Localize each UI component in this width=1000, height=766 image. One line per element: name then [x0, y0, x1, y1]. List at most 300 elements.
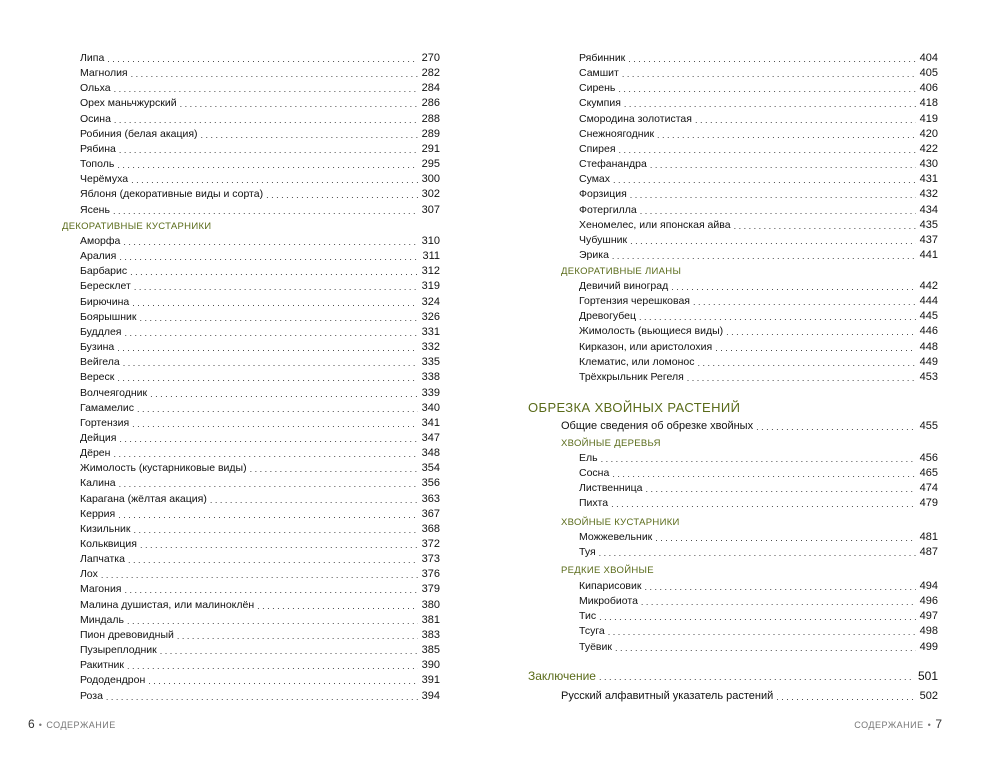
toc-entry-title: Осина — [80, 112, 111, 125]
dot-leader — [127, 661, 418, 672]
toc-entry[interactable] — [579, 593, 938, 608]
toc-entry-page: 340 — [421, 401, 440, 414]
toc-entry-page: 441 — [919, 248, 938, 261]
toc-entry-title: Лиственница — [579, 482, 643, 495]
toc-entry-title: Форзиция — [579, 188, 627, 201]
dot-leader — [123, 358, 418, 369]
toc-entry-title: Общие сведения об обрезке хвойных — [561, 420, 754, 432]
toc-entry[interactable] — [80, 506, 440, 521]
dot-leader — [650, 160, 916, 171]
toc-entry[interactable] — [80, 536, 440, 551]
toc-entry-page: 291 — [421, 142, 440, 155]
toc-entry-page: 456 — [919, 452, 938, 464]
toc-entry[interactable] — [579, 247, 938, 262]
section-heading: ДЕКОРАТИВНЫЕ КУСТАРНИКИ — [62, 221, 212, 232]
dot-leader — [734, 221, 916, 232]
toc-entry[interactable] — [579, 95, 938, 110]
toc-entry-page: 339 — [421, 386, 440, 399]
toc-entry-page: 383 — [421, 628, 440, 641]
toc-entry-title: Бересклет — [80, 280, 131, 293]
dot-leader — [117, 160, 417, 171]
toc-entry[interactable] — [80, 324, 440, 339]
toc-entry-page: 286 — [421, 97, 440, 110]
toc-entry-title: Дейция — [80, 431, 117, 444]
toc-entry[interactable] — [579, 232, 938, 247]
toc-entry[interactable] — [579, 323, 938, 338]
dot-leader — [210, 495, 418, 506]
toc-entry-page: 455 — [919, 420, 938, 432]
dot-leader — [180, 99, 418, 110]
section-heading: ХВОЙНЫЕ КУСТАРНИКИ — [561, 517, 680, 528]
toc-entry-title: Кизильник — [80, 522, 131, 535]
left-footer — [28, 717, 116, 731]
dot-leader — [117, 373, 417, 384]
toc-entry-page: 501 — [917, 669, 938, 683]
toc-entry-title: Тсуга — [579, 625, 605, 638]
dot-leader — [118, 510, 417, 521]
dot-leader — [726, 327, 915, 338]
toc-entry-title: Сирень — [579, 82, 616, 95]
dot-leader — [257, 601, 417, 612]
dot-leader — [150, 389, 418, 400]
toc-entry-page: 405 — [919, 67, 938, 80]
running-head: СОДЕРЖАНИЕ — [46, 720, 116, 730]
toc-entry-page: 347 — [421, 431, 440, 444]
toc-entry-title: Туёвик — [579, 640, 612, 653]
dot-leader — [127, 616, 418, 627]
toc-entry-page: 284 — [421, 82, 440, 95]
dot-leader — [695, 115, 916, 126]
toc-entry[interactable] — [579, 50, 938, 65]
right-page — [500, 0, 1000, 766]
toc-entry-title: Магония — [80, 583, 122, 596]
toc-entry[interactable] — [579, 339, 938, 354]
toc-entry-page: 418 — [919, 97, 938, 110]
toc-entry-title: Волчеягодник — [80, 386, 148, 399]
toc-entry-page: 406 — [919, 82, 938, 95]
chapter-heading: ОБРЕЗКА ХВОЙНЫХ РАСТЕНИЙ — [528, 400, 741, 415]
toc-entry-page: 332 — [421, 341, 440, 354]
toc-entry[interactable] — [80, 385, 440, 400]
toc-entry[interactable] — [579, 278, 938, 293]
dot-leader — [613, 175, 916, 186]
toc-entry-title: Боярышник — [80, 310, 137, 323]
toc-entry[interactable] — [80, 521, 440, 536]
toc-entry[interactable] — [80, 65, 440, 80]
toc-entry-page: 449 — [919, 355, 938, 368]
toc-entry-page: 481 — [919, 531, 938, 543]
dot-leader — [250, 464, 418, 475]
toc-entry-title: Робиния (белая акация) — [80, 127, 198, 140]
toc-entry[interactable] — [579, 308, 938, 323]
toc-entry[interactable] — [80, 80, 440, 95]
toc-entry-page: 341 — [421, 416, 440, 429]
toc-entry[interactable] — [80, 581, 440, 596]
dot-leader — [619, 145, 916, 156]
toc-entry[interactable] — [80, 475, 440, 490]
toc-entry-page: 282 — [421, 67, 440, 80]
toc-entry-title: Миндаль — [80, 613, 124, 626]
toc-entry-page: 422 — [919, 142, 938, 155]
toc-entry-page: 498 — [919, 625, 938, 638]
toc-entry-title: Заключение — [528, 669, 596, 683]
toc-entry-title: Микробиота — [579, 595, 638, 608]
toc-entry-page: 335 — [421, 356, 440, 369]
toc-entry-page: 288 — [421, 112, 440, 125]
toc-entry-page: 434 — [919, 203, 938, 216]
dot-leader — [628, 54, 915, 65]
toc-entry-title: Черёмуха — [80, 173, 129, 186]
dot-leader — [140, 540, 418, 551]
toc-entry-page: 373 — [421, 553, 440, 566]
toc-entry-page: 499 — [919, 640, 938, 653]
section-heading: ХВОЙНЫЕ ДЕРЕВЬЯ — [561, 438, 661, 449]
toc-entry-title: Спирея — [579, 142, 616, 155]
dot-leader — [137, 404, 418, 415]
toc-entry-page: 391 — [421, 674, 440, 687]
toc-entry-title: Аралия — [80, 250, 117, 263]
right-footer — [854, 717, 942, 731]
toc-entry-title: Лапчатка — [80, 553, 125, 566]
toc-entry[interactable] — [579, 202, 938, 217]
toc-entry[interactable] — [80, 294, 440, 309]
running-head: СОДЕРЖАНИЕ — [854, 720, 924, 730]
dot-leader — [119, 252, 418, 263]
toc-entry-page: 368 — [421, 522, 440, 535]
toc-entry[interactable] — [80, 171, 440, 186]
toc-entry[interactable] — [579, 480, 938, 495]
dot-leader — [640, 206, 916, 217]
toc-entry[interactable] — [80, 369, 440, 384]
toc-entry-page: 496 — [919, 595, 938, 608]
dot-leader — [612, 251, 916, 262]
toc-entry-title: Смородина золотистая — [579, 112, 692, 125]
toc-entry[interactable] — [579, 465, 938, 480]
toc-entry[interactable] — [579, 171, 938, 186]
toc-entry-page: 437 — [919, 233, 938, 246]
toc-entry[interactable] — [80, 126, 440, 141]
toc-entry[interactable] — [528, 668, 938, 683]
toc-entry-title: Сумах — [579, 173, 611, 186]
toc-entry-page: 479 — [919, 497, 938, 510]
dot-leader — [132, 419, 418, 430]
section-heading: ДЕКОРАТИВНЫЕ ЛИАНЫ — [561, 266, 682, 277]
toc-entry[interactable] — [80, 141, 440, 156]
toc-entry-title: Карагана (жёлтая акация) — [80, 492, 207, 505]
dot-leader — [124, 328, 417, 339]
left-toc — [62, 0, 440, 710]
toc-entry[interactable] — [80, 627, 440, 642]
toc-entry[interactable] — [80, 156, 440, 171]
toc-entry-page: 324 — [421, 295, 440, 308]
dot-leader — [615, 643, 916, 654]
toc-entry-title: Эрика — [579, 248, 609, 261]
toc-entry[interactable] — [579, 217, 938, 232]
toc-entry[interactable] — [579, 623, 938, 638]
toc-entry-page: 295 — [421, 158, 440, 171]
toc-entry-page: 331 — [421, 325, 440, 338]
toc-entry-page: 307 — [421, 203, 440, 216]
toc-entry[interactable] — [80, 688, 440, 703]
toc-entry-page: 354 — [421, 462, 440, 475]
toc-entry-page: 379 — [421, 583, 440, 596]
dot-leader — [657, 130, 916, 141]
toc-entry-title: Дёрен — [80, 447, 111, 460]
toc-entry-page: 487 — [919, 546, 938, 559]
dot-leader — [119, 434, 417, 445]
toc-entry-page: 465 — [919, 467, 938, 480]
dot-leader — [618, 84, 915, 95]
toc-entry-page: 319 — [421, 280, 440, 293]
toc-entry-title: Пихта — [579, 497, 609, 510]
dot-leader — [630, 190, 916, 201]
dot-leader — [139, 313, 417, 324]
toc-entry[interactable] — [579, 186, 938, 201]
toc-entry[interactable] — [80, 354, 440, 369]
toc-entry-title: Пион древовидный — [80, 628, 174, 641]
toc-entry-title: Девичий виноград — [579, 280, 669, 292]
dot-leader — [132, 298, 417, 309]
toc-entry-page: 446 — [919, 325, 938, 338]
toc-entry[interactable] — [561, 688, 938, 703]
dot-leader — [608, 627, 916, 638]
toc-entry[interactable] — [80, 339, 440, 354]
dot-leader — [630, 236, 916, 247]
toc-entry-title: Трёхкрыльник Регеля — [579, 370, 684, 383]
page-number: 6 — [28, 717, 35, 731]
toc-entry-title: Аморфа — [80, 235, 121, 247]
toc-entry-page: 380 — [421, 598, 440, 611]
toc-entry[interactable] — [579, 354, 938, 369]
toc-entry[interactable] — [579, 529, 938, 544]
toc-entry-title: Пузыреплодник — [80, 644, 157, 657]
toc-entry-page: 431 — [919, 173, 938, 186]
toc-entry[interactable] — [80, 657, 440, 672]
toc-entry-title: Снежноягодник — [579, 127, 655, 140]
toc-entry-title: Тополь — [80, 158, 115, 171]
toc-entry-page: 270 — [421, 52, 440, 64]
toc-entry[interactable] — [579, 80, 938, 95]
toc-entry-page: 372 — [421, 538, 440, 550]
dot-leader — [776, 692, 915, 703]
toc-entry[interactable] — [80, 597, 440, 612]
toc-entry[interactable] — [80, 233, 440, 248]
toc-entry[interactable] — [80, 248, 440, 263]
toc-entry[interactable] — [579, 156, 938, 171]
toc-entry-title: Гамамелис — [80, 401, 134, 414]
toc-entry[interactable] — [80, 491, 440, 506]
dot-leader — [624, 99, 916, 110]
dot-leader — [130, 267, 418, 278]
dot-leader — [101, 570, 418, 581]
toc-entry-title: Рябина — [80, 142, 116, 155]
dot-leader — [715, 343, 915, 354]
toc-entry[interactable] — [80, 566, 440, 581]
toc-entry[interactable] — [579, 111, 938, 126]
toc-entry-title: Самшит — [579, 67, 619, 80]
toc-entry-title: Яблоня (декоративные виды и сорта) — [80, 188, 264, 201]
dot-leader — [611, 499, 916, 510]
toc-entry-title: Вереск — [80, 371, 115, 384]
right-toc — [528, 0, 938, 710]
toc-entry-title: Роза — [80, 689, 103, 702]
footer-bullet: • — [927, 720, 932, 730]
toc-entry-title: Жимолость (вьющиеся виды) — [579, 325, 724, 338]
dot-leader — [599, 612, 916, 623]
dot-leader — [639, 312, 916, 323]
toc-entry[interactable] — [80, 430, 440, 445]
toc-entry-title: Сосна — [579, 467, 610, 480]
toc-entry-title: Кольквиция — [80, 538, 137, 550]
toc-entry-page: 453 — [919, 370, 938, 383]
toc-entry-title: Магнолия — [80, 67, 128, 80]
toc-entry[interactable] — [579, 65, 938, 80]
toc-entry[interactable] — [579, 369, 938, 384]
dot-leader — [599, 672, 914, 683]
toc-entry-title: Керрия — [80, 507, 116, 520]
toc-entry-page: 326 — [421, 310, 440, 323]
toc-entry-page: 390 — [421, 659, 440, 672]
toc-entry-title: Калина — [80, 477, 116, 490]
toc-entry-title: Клематис, или ломонос — [579, 355, 695, 368]
toc-entry-page: 381 — [421, 613, 440, 626]
dot-leader — [131, 69, 418, 80]
toc-entry[interactable] — [80, 445, 440, 460]
dot-leader — [612, 469, 915, 480]
toc-entry-page: 376 — [421, 568, 440, 581]
toc-entry-page: 445 — [919, 310, 938, 323]
toc-entry-title: Барбарис — [80, 265, 128, 278]
toc-entry-title: Гортензия — [80, 416, 130, 429]
toc-entry[interactable] — [80, 202, 440, 217]
toc-entry-title: Ольха — [80, 82, 111, 95]
toc-entry[interactable] — [80, 95, 440, 110]
toc-entry-title: Ясень — [80, 203, 110, 216]
dot-leader — [601, 454, 916, 465]
dot-leader — [119, 479, 418, 490]
toc-entry[interactable] — [561, 418, 938, 433]
toc-entry[interactable] — [80, 612, 440, 627]
toc-entry[interactable] — [80, 400, 440, 415]
toc-entry[interactable] — [80, 278, 440, 293]
toc-entry[interactable] — [579, 639, 938, 654]
dot-leader — [107, 54, 417, 65]
page-number: 7 — [935, 717, 942, 731]
footer-bullet: • — [38, 720, 43, 730]
dot-leader — [128, 555, 418, 566]
toc-entry-title: Ель — [579, 452, 598, 464]
toc-entry[interactable] — [80, 415, 440, 430]
toc-entry[interactable] — [80, 50, 440, 65]
dot-leader — [622, 69, 916, 80]
dot-leader — [671, 282, 915, 293]
toc-entry[interactable] — [579, 608, 938, 623]
toc-entry-page: 363 — [421, 492, 440, 505]
dot-leader — [160, 646, 418, 657]
toc-entry-title: Хеномелес, или японская айва — [579, 218, 731, 231]
toc-entry[interactable] — [80, 551, 440, 566]
toc-entry[interactable] — [579, 450, 938, 465]
toc-entry-title: Кирказон, или аристолохия — [579, 340, 713, 353]
toc-entry-page: 435 — [919, 218, 938, 231]
toc-entry[interactable] — [80, 111, 440, 126]
section-heading: РЕДКИЕ ХВОЙНЫЕ — [561, 565, 654, 576]
dot-leader — [693, 297, 916, 308]
toc-entry[interactable] — [80, 263, 440, 278]
toc-entry[interactable] — [579, 544, 938, 559]
toc-entry-title: Орех маньчжурский — [80, 97, 177, 110]
dot-leader — [644, 582, 915, 593]
dot-leader — [177, 631, 418, 642]
toc-entry-page: 448 — [919, 340, 938, 353]
dot-leader — [655, 533, 915, 544]
toc-entry-title: Бузина — [80, 341, 115, 354]
toc-entry-title: Вейгела — [80, 356, 120, 369]
toc-entry[interactable] — [80, 309, 440, 324]
toc-entry-title: Фотергилла — [579, 203, 637, 216]
dot-leader — [119, 145, 418, 156]
toc-entry[interactable] — [80, 642, 440, 657]
toc-entry-title: Малина душистая, или малиноклён — [80, 598, 255, 611]
toc-entry-page: 302 — [421, 188, 440, 201]
toc-entry[interactable] — [80, 672, 440, 687]
dot-leader — [697, 358, 915, 369]
toc-entry-page: 310 — [421, 235, 440, 247]
toc-entry-title: Бирючина — [80, 295, 130, 308]
toc-entry-page: 497 — [919, 610, 938, 623]
toc-entry-title: Рябинник — [579, 52, 626, 64]
toc-entry-title: Кипарисовик — [579, 580, 642, 592]
dot-leader — [117, 343, 417, 354]
toc-entry-page: 394 — [421, 689, 440, 702]
dot-leader — [106, 692, 418, 703]
toc-entry[interactable] — [80, 186, 440, 201]
toc-entry-title: Тис — [579, 610, 597, 623]
dot-leader — [599, 548, 916, 559]
toc-entry-title: Липа — [80, 52, 105, 64]
toc-entry[interactable] — [579, 293, 938, 308]
dot-leader — [645, 484, 915, 495]
dot-leader — [114, 84, 418, 95]
toc-entry[interactable] — [579, 141, 938, 156]
toc-entry-page: 356 — [421, 477, 440, 490]
toc-entry-page: 338 — [421, 371, 440, 384]
dot-leader — [201, 130, 418, 141]
toc-entry-page: 385 — [421, 644, 440, 657]
toc-entry-title: Буддлея — [80, 325, 122, 338]
dot-leader — [123, 237, 417, 248]
toc-entry[interactable] — [579, 578, 938, 593]
dot-leader — [148, 676, 417, 687]
dot-leader — [266, 190, 418, 201]
toc-entry-title: Туя — [579, 546, 596, 559]
toc-entry-title: Ракитник — [80, 659, 125, 672]
toc-entry-page: 311 — [422, 250, 440, 263]
toc-entry[interactable] — [579, 126, 938, 141]
toc-entry-page: 312 — [421, 265, 440, 278]
toc-entry-page: 494 — [919, 580, 938, 592]
toc-entry-page: 474 — [919, 482, 938, 495]
toc-entry-title: Стефанандра — [579, 158, 647, 171]
toc-entry-page: 432 — [919, 188, 938, 201]
dot-leader — [131, 175, 418, 186]
dot-leader — [113, 449, 417, 460]
toc-entry-page: 430 — [919, 158, 938, 171]
toc-entry[interactable] — [579, 495, 938, 510]
toc-entry-title: Лох — [80, 568, 98, 581]
toc-entry[interactable] — [80, 460, 440, 475]
dot-leader — [687, 373, 916, 384]
